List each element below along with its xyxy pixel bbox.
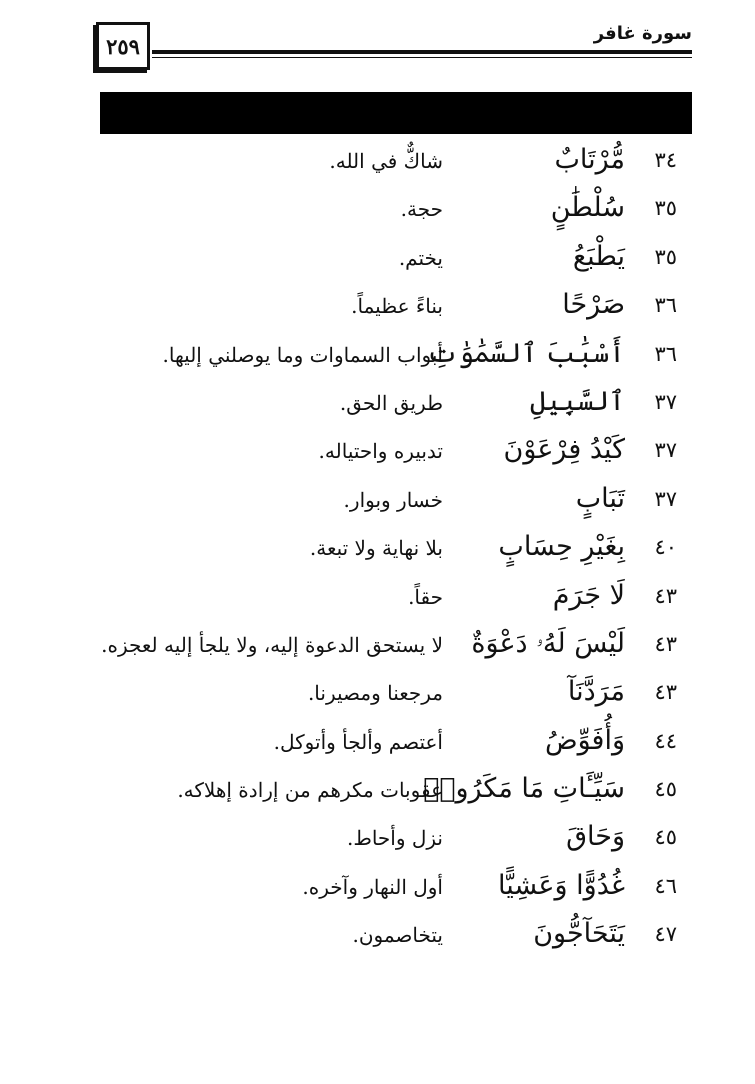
quran-word: سُلْطَٰنٍ bbox=[550, 192, 625, 224]
quran-word: بِغَيْرِ حِسَابٍ bbox=[498, 531, 625, 563]
entry-row bbox=[0, 866, 755, 914]
verse-number: ٤٥ bbox=[654, 825, 677, 850]
word-meaning: خسار وبوار. bbox=[343, 487, 443, 512]
word-meaning: عقوبات مكرهم من إرادة إهلاكه. bbox=[177, 778, 443, 803]
verse-number: ٣٦ bbox=[654, 341, 677, 366]
entry-row bbox=[0, 334, 755, 382]
entry-row bbox=[0, 817, 755, 865]
quran-word: وَحَاقَ bbox=[566, 821, 625, 853]
entry-row bbox=[0, 382, 755, 430]
word-meaning: حجة. bbox=[400, 197, 443, 222]
surah-title: سورة غافر bbox=[588, 22, 692, 46]
verse-number: ٣٥ bbox=[654, 196, 677, 221]
quran-word: تَبَابٍ bbox=[575, 482, 625, 514]
verse-number: ٣٧ bbox=[654, 389, 677, 414]
quran-word: أَسْبَٰبَ ٱلسَّمَٰوَٰتِ bbox=[426, 337, 625, 369]
verse-number: ٤٣ bbox=[654, 583, 677, 608]
quran-word: لَا جَرَمَ bbox=[552, 579, 625, 611]
quran-word: يَطْبَعُ bbox=[572, 240, 625, 272]
verse-number: ٣٧ bbox=[654, 486, 677, 511]
verse-number: ٣٧ bbox=[654, 438, 677, 463]
quran-word: مَرَدَّنَآ bbox=[567, 676, 625, 708]
word-meaning: بلا نهاية ولا تبعة. bbox=[309, 536, 443, 561]
word-meaning: مرجعنا ومصيرنا. bbox=[307, 681, 443, 706]
verse-number: ٣٥ bbox=[654, 244, 677, 269]
header-band bbox=[100, 92, 692, 134]
entry-row bbox=[0, 237, 755, 285]
word-meaning: أبواب السماوات وما يوصلني إليها. bbox=[162, 342, 443, 367]
quran-word: غُدُوًّا وَعَشِيًّا bbox=[497, 869, 625, 901]
word-meaning: أعتصم وألجأ وأتوكل. bbox=[273, 729, 443, 754]
word-meaning: تدبيره واحتياله. bbox=[318, 439, 443, 464]
verse-number: ٤٦ bbox=[654, 873, 677, 898]
word-meaning: لا يستحق الدعوة إليه، ولا يلجأ إليه لعجزه. bbox=[101, 632, 443, 657]
page-number: ٢٥٩ bbox=[96, 22, 150, 70]
entry-row bbox=[0, 721, 755, 769]
verse-number: ٣٤ bbox=[654, 148, 677, 172]
verse-number: ٤٧ bbox=[654, 922, 677, 947]
entry-row bbox=[0, 285, 755, 333]
quran-word: يَتَحَآجُّونَ bbox=[533, 918, 625, 950]
word-meaning: يختم. bbox=[398, 245, 443, 270]
quran-word: سَيِّـَٔاتِ مَا مَكَرُوا۟ bbox=[423, 773, 625, 805]
entry-row bbox=[0, 914, 755, 962]
quran-word: وَأُفَوِّضُ bbox=[544, 724, 625, 756]
entry-row bbox=[0, 576, 755, 624]
header-rule bbox=[152, 50, 692, 54]
entry-row bbox=[0, 188, 755, 236]
page-header bbox=[96, 22, 692, 72]
verse-number: ٤٤ bbox=[654, 728, 677, 753]
word-meaning: نزل وأحاط. bbox=[346, 826, 443, 851]
quran-word: ٱلسَّبِيلِ bbox=[530, 385, 625, 417]
entry-row bbox=[0, 624, 755, 672]
word-meaning: يتخاصمون. bbox=[352, 923, 443, 948]
entry-row bbox=[0, 769, 755, 817]
verse-number: ٤٥ bbox=[654, 777, 677, 802]
entry-row bbox=[0, 140, 755, 188]
entry-row bbox=[0, 479, 755, 527]
header-rule-thin bbox=[152, 57, 692, 58]
entry-row bbox=[0, 430, 755, 478]
word-meaning: شاكٌّ في الله. bbox=[329, 149, 443, 173]
quran-word: كَيْدُ فِرْعَوْنَ bbox=[503, 434, 625, 466]
quran-word: صَرْحًا bbox=[562, 289, 625, 321]
verse-number: ٤٠ bbox=[654, 535, 677, 560]
word-meaning: أول النهار وآخره. bbox=[302, 874, 443, 899]
verse-number: ٤٣ bbox=[654, 680, 677, 705]
word-meaning: حقاً. bbox=[408, 584, 443, 609]
entry-row bbox=[0, 527, 755, 575]
word-meaning: طريق الحق. bbox=[339, 390, 443, 415]
verse-number: ٤٣ bbox=[654, 631, 677, 656]
vocabulary-list bbox=[0, 140, 755, 963]
verse-number: ٣٦ bbox=[654, 293, 677, 318]
word-meaning: بناءً عظيماً. bbox=[351, 294, 443, 319]
quran-word: لَيْسَ لَهُۥ دَعْوَةٌ bbox=[471, 627, 625, 659]
entry-row bbox=[0, 672, 755, 720]
quran-word: مُّرْتَابٌ bbox=[554, 144, 625, 175]
